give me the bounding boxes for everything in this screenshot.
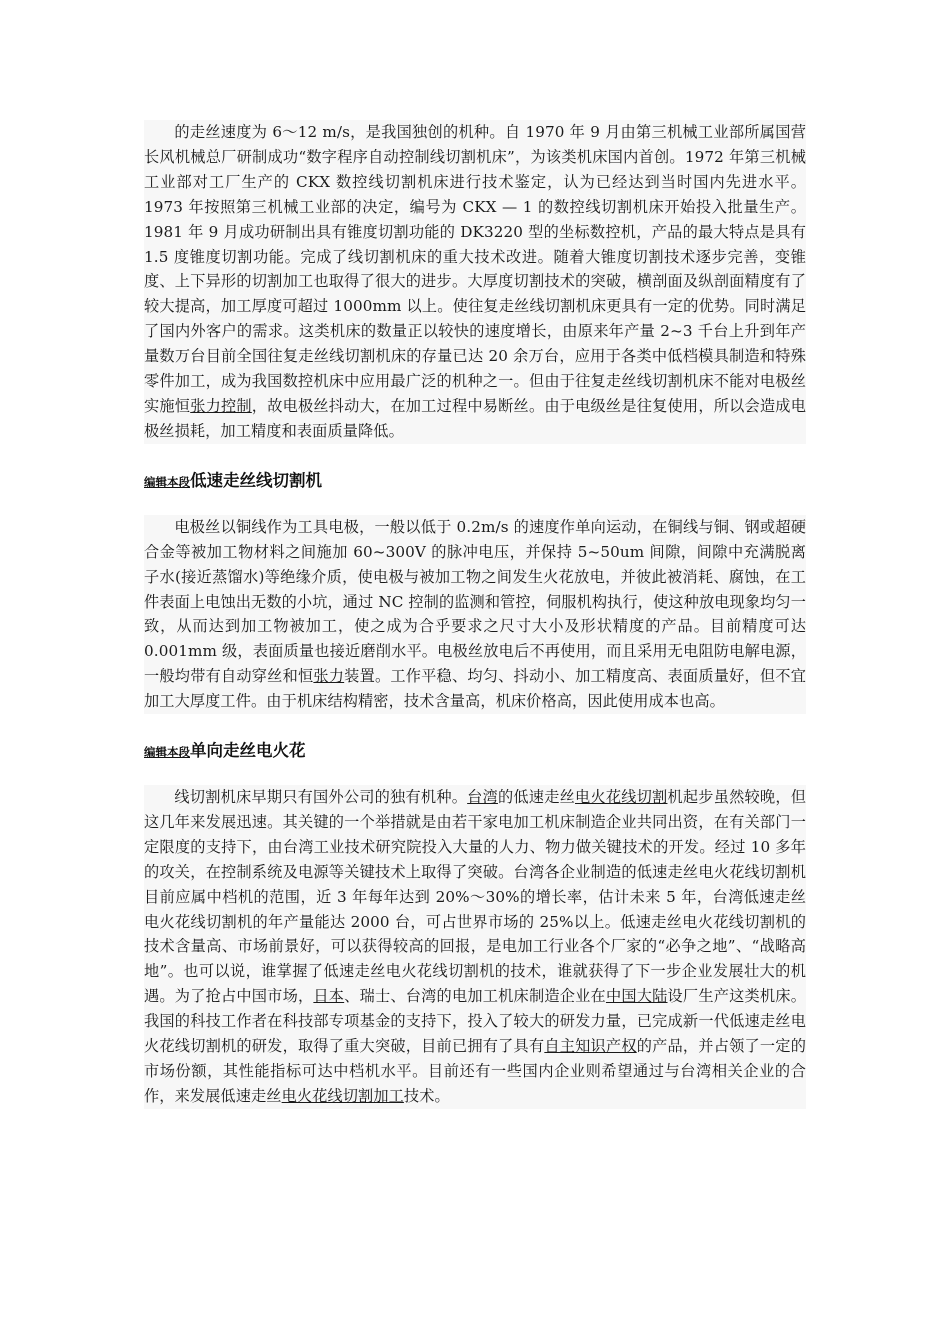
paragraph-text: 机起步虽然较晚，但这几年来发展迅速。其关键的一个举措就是由若干家电加工机床制造企业共同出资，在有关部门一定限度的支持下，由台湾工业技术研究院投入大量的人力、物力做关键技术的开发。经过 10 多年的攻关，在控制系统及电源等关键技术上取得了突破。台湾各企业制造的低速走丝电火花线切割机目前应属中档机的范围，近 3 年每年达到 20%～30%的增长率，估计未来 5 年，台湾低速走丝电火花线切割机的年产量能达 2000 台，可占世界市场的 25%以上。低速走丝电火花线切割机的技术含量高、市场前景好，可以获得较高的回报，是电加工行业各个厂家的“必争之地”、“战略高地”。也可以说，谁掌握了低速走丝电火花线切割机的技术，谁就获得了下一步企业发展壮大的机遇。为了抢占中国市场， <box>144 788 807 1006</box>
paragraph-text: ，故电极丝抖动大，在加工过程中易断丝。由于电级丝是往复使用，所以会造成电极丝损耗，加工精度和表面质量降低。 <box>144 396 806 440</box>
paragraph-reciprocating-wire <box>144 120 806 444</box>
spacer <box>144 444 806 468</box>
section-heading-one-way <box>144 738 806 765</box>
paragraph-text: 、瑞士、台湾的电加工机床制造企业在 <box>344 987 606 1006</box>
paragraph-low-speed <box>144 515 806 714</box>
link-mainland-china[interactable]: 中国大陆 <box>605 987 668 1006</box>
spacer <box>144 765 806 785</box>
document-body <box>144 120 806 1109</box>
edit-section-link[interactable]: 编辑本段 <box>144 745 190 760</box>
edit-section-link[interactable]: 编辑本段 <box>144 474 190 489</box>
paragraph-text: 电极丝以铜线作为工具电极，一般以低于 0.2m/s 的速度作单向运动，在铜线与铜、钢或超硬合金等被加工物材料之间施加 60~300V 的脉冲电压，并保持 5~50um 间隙，间隙中充满脱离子水(接近蒸馏水)等绝缘介质，使电极与被加工物之间发生火花放电，并彼此被消耗、腐蚀，在工件表面上电蚀出无数的小坑，通过 NC 控制的监测和管控，伺服机构执行，使这种放电现象均匀一致，从而达到加工物被加工，使之成为合乎要求之尺寸大小及形状精度的产品。目前精度可达 0.001mm 级，表面质量也接近磨削水平。电极丝放电后不再使用，而且采用无电阻防电解电源，一般均带有自动穿丝和恒 <box>144 517 806 686</box>
paragraph-text: 技术。 <box>403 1086 450 1105</box>
paragraph-text: 的走丝速度为 6～12 m/s，是我国独创的机种。自 1970 年 9 月由第三机械工业部所属国营长风机械总厂研制成功“数字程序自动控制线切割机床”，为该类机床国内首创。1972 年第三机械工业部对工厂生产的 CKX 数控线切割机床进行技术鉴定，认为已经达到当时国内先进水平。1973 年按照第三机械工业部的决定，编号为 CKX — 1 的数控线切割机床开始投入批量生产。1981 年 9 月成功研制出具有锥度切割功能的 DK3220 型的坐标数控机，产品的最大特点是具有 1.5 度锥度切割功能。完成了线切割机床的重大技术改进。随着大锥度切割技术逐步完善，变锥度、上下异形的切割加工也取得了很大的进步。大厚度切割技术的突破，横剖面及纵剖面精度有了较大提高，加工厚度可超过 1000mm 以上。使往复走丝线切割机床更具有一定的优势。同时满足了国内外客户的需求。这类机床的数量正以较快的速度增长，由原来年产量 2~3 千台上升到年产量数万台目前全国往复走丝线切割机床的存量已达 20 余万台，应用于各类中低档模具制造和特殊零件加工，成为我国数控机床中应用最广泛的机种之一。但由于往复走丝线切割机床不能对电极丝实施恒 <box>144 123 806 415</box>
link-edm-wire-cutting-machining[interactable]: 电火花线切割加工 <box>281 1086 404 1105</box>
link-japan[interactable]: 日本 <box>313 987 345 1006</box>
paragraph-text: 线切割机床早期只有国外公司的独有机种。 <box>174 788 468 807</box>
paragraph-text: 的产品，并占领了一定的市场份额，其性能指标可达中档机水平。目前还有一些国内企业则希望通过与台湾相关企业的合作，来发展低速走丝 <box>144 1037 806 1105</box>
link-edm-wire-cutting[interactable]: 电火花线切割 <box>575 788 668 807</box>
spacer <box>144 714 806 738</box>
paragraph-text: 设厂生产这类机床。我国的科技工作者在科技部专项基金的支持下，投入了较大的研发力量，已完成新一代低速走丝电火花线切割机的研发，取得了重大突破，目前已拥有了具有 <box>144 987 806 1056</box>
link-tension[interactable]: 张力 <box>313 667 345 686</box>
link-tension-control[interactable]: 张力控制 <box>190 396 252 415</box>
link-intellectual-property[interactable]: 自主知识产权 <box>544 1037 637 1056</box>
section-heading-low-speed <box>144 468 806 495</box>
paragraph-text: 的低速走丝 <box>497 788 576 807</box>
spacer <box>144 495 806 515</box>
section-title: 单向走丝电火花 <box>190 741 306 761</box>
paragraph-text: 装置。工作平稳、均匀、抖动小、加工精度高、表面质量好，但不宜加工大厚度工件。由于机床结构精密，技术含量高，机床价格高，因此使用成本也高。 <box>144 667 806 711</box>
section-title: 低速走丝线切割机 <box>190 470 322 490</box>
link-taiwan[interactable]: 台湾 <box>467 788 498 807</box>
paragraph-one-way <box>144 785 806 1109</box>
